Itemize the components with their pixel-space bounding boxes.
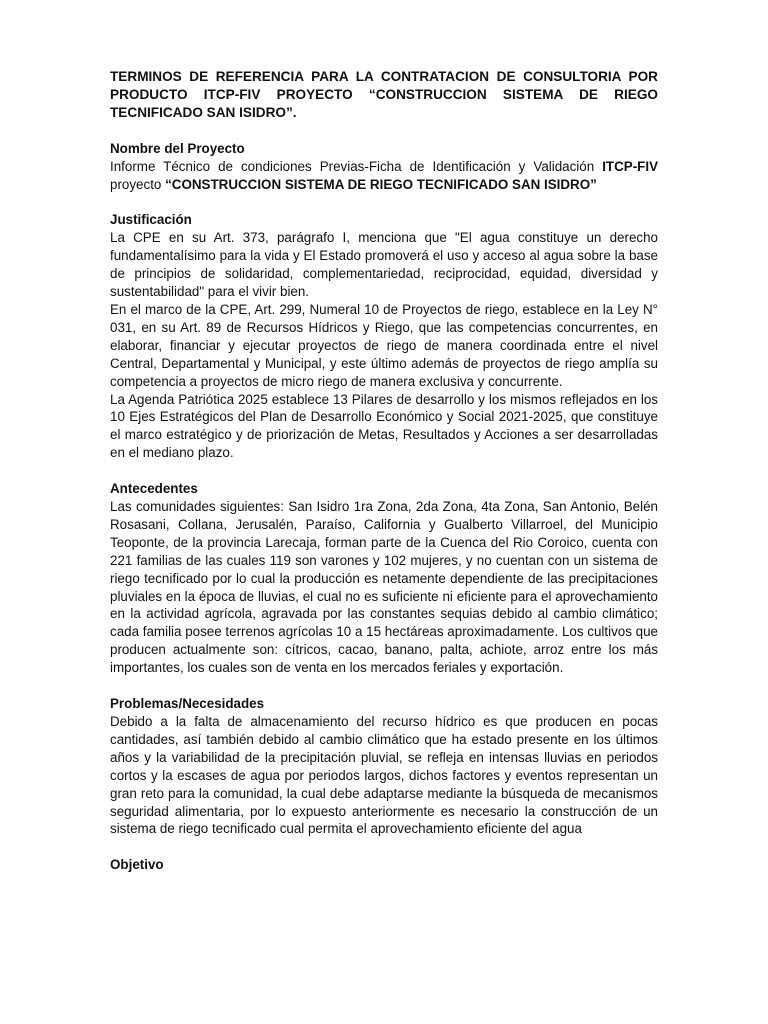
- nombre-bold-itcp: ITCP-FIV: [602, 158, 658, 174]
- document-page: [110, 68, 658, 874]
- nombre-text-2: proyecto: [110, 176, 166, 192]
- justificacion-paragraph-3: La Agenda Patriótica 2025 establece 13 Pilares de desarrollo y los mismos reflejados en los 10 Ejes Estratégicos del Plan de Desarrollo Económico y Social 2021-2025, que constituye el marco estratégico y de priorización de Metas, Resultados y Acciones a ser desarrolladas en el mediano plazo.: [110, 391, 658, 461]
- nombre-bold-project: “CONSTRUCCION SISTEMA DE RIEGO TECNIFICADO SAN ISIDRO”: [165, 176, 597, 192]
- section-objetivo: [110, 856, 658, 874]
- heading-objetivo: Objetivo: [110, 857, 164, 873]
- nombre-text-1: Informe Técnico de condiciones Previas-Ficha de Identificación y Validación: [110, 158, 603, 174]
- heading-justificacion: Justificación: [110, 212, 192, 228]
- heading-nombre-del-proyecto: Nombre del Proyecto: [110, 140, 245, 156]
- justificacion-paragraph-2: En el marco de la CPE, Art. 299, Numeral 10 de Proyectos de riego, establece en la Ley N° 031, en su Art. 89 de Recursos Hídricos y Riego, que las competencias concurrentes, en elaborar, financiar y ejecutar proyectos de riego de manera coordinada entre el nivel Central, Departamental y Municipal, y este último además de proyectos de riego amplía su competencia a proyectos de micro riego de manera exclusiva y concurrente.: [110, 301, 658, 389]
- problemas-paragraph: Debido a la falta de almacenamiento del recurso hídrico es que producen en pocas cantidades, así también debido al cambio climático que ha estado presente en los últimos años y la variabilidad de la precipitación pluvial, se refleja en intensas lluvias en periodos cortos y la escases de agua por periodos largos, dichos factores y eventos representan un gran reto para la comunidad, la cual debe adaptarse mediante la búsqueda de mecanismos seguridad alimentaria, por lo expuesto anteriormente es necesario la construcción de un sistema de riego tecnificado cual permita el aprovechamiento eficiente del agua: [110, 714, 658, 837]
- section-problemas-necesidades: [110, 695, 658, 838]
- nombre-del-proyecto-text: [110, 158, 658, 194]
- section-nombre-del-proyecto: [110, 140, 658, 194]
- justificacion-paragraph-1: La CPE en su Art. 373, parágrafo I, menciona que "El agua constituye un derecho fundamentalísimo para la vida y El Estado promoverá el uso y acceso al agua sobre la base de principios de solidaridad, complementariedad, reciprocidad, equidad, diversidad y sustentabilidad" para el vivir bien.: [110, 230, 658, 300]
- document-title: TERMINOS DE REFERENCIA PARA LA CONTRATACION DE CONSULTORIA POR PRODUCTO ITCP-FIV PROYECTO “CONSTRUCCION SISTEMA DE RIEGO TECNIFICADO SAN ISIDRO”.: [110, 69, 658, 120]
- section-justificacion: [110, 211, 658, 462]
- heading-problemas-necesidades: Problemas/Necesidades: [110, 696, 265, 712]
- heading-antecedentes: Antecedentes: [110, 481, 198, 497]
- antecedentes-paragraph: Las comunidades siguientes: San Isidro 1ra Zona, 2da Zona, 4ta Zona, San Antonio, Belén Rosasani, Collana, Jerusalén, Paraíso, California y Gualberto Villarroel, del Municipio Teoponte, de la provincia Larecaja, forman parte de la Cuenca del Rio Coroico, cuenta con 221 familias de las cuales 119 son varones y 102 mujeres, y no cuentan con un sistema de riego tecnificado por lo cual la producción es netamente dependiente de las precipitaciones pluviales en la época de lluvias, el cual no es suficiente ni eficiente para el aprovechamiento en la actividad agrícola, agravada por las constantes sequias debido al cambio climático; cada familia posee terrenos agrícolas 10 a 15 hectáreas aproximadamente. Los cultivos que producen actualmente son: cítricos, cacao, banano, palta, achiote, arroz entre los más importantes, los cuales son de venta en los mercados feriales y exportación.: [110, 499, 658, 676]
- section-antecedentes: [110, 480, 658, 677]
